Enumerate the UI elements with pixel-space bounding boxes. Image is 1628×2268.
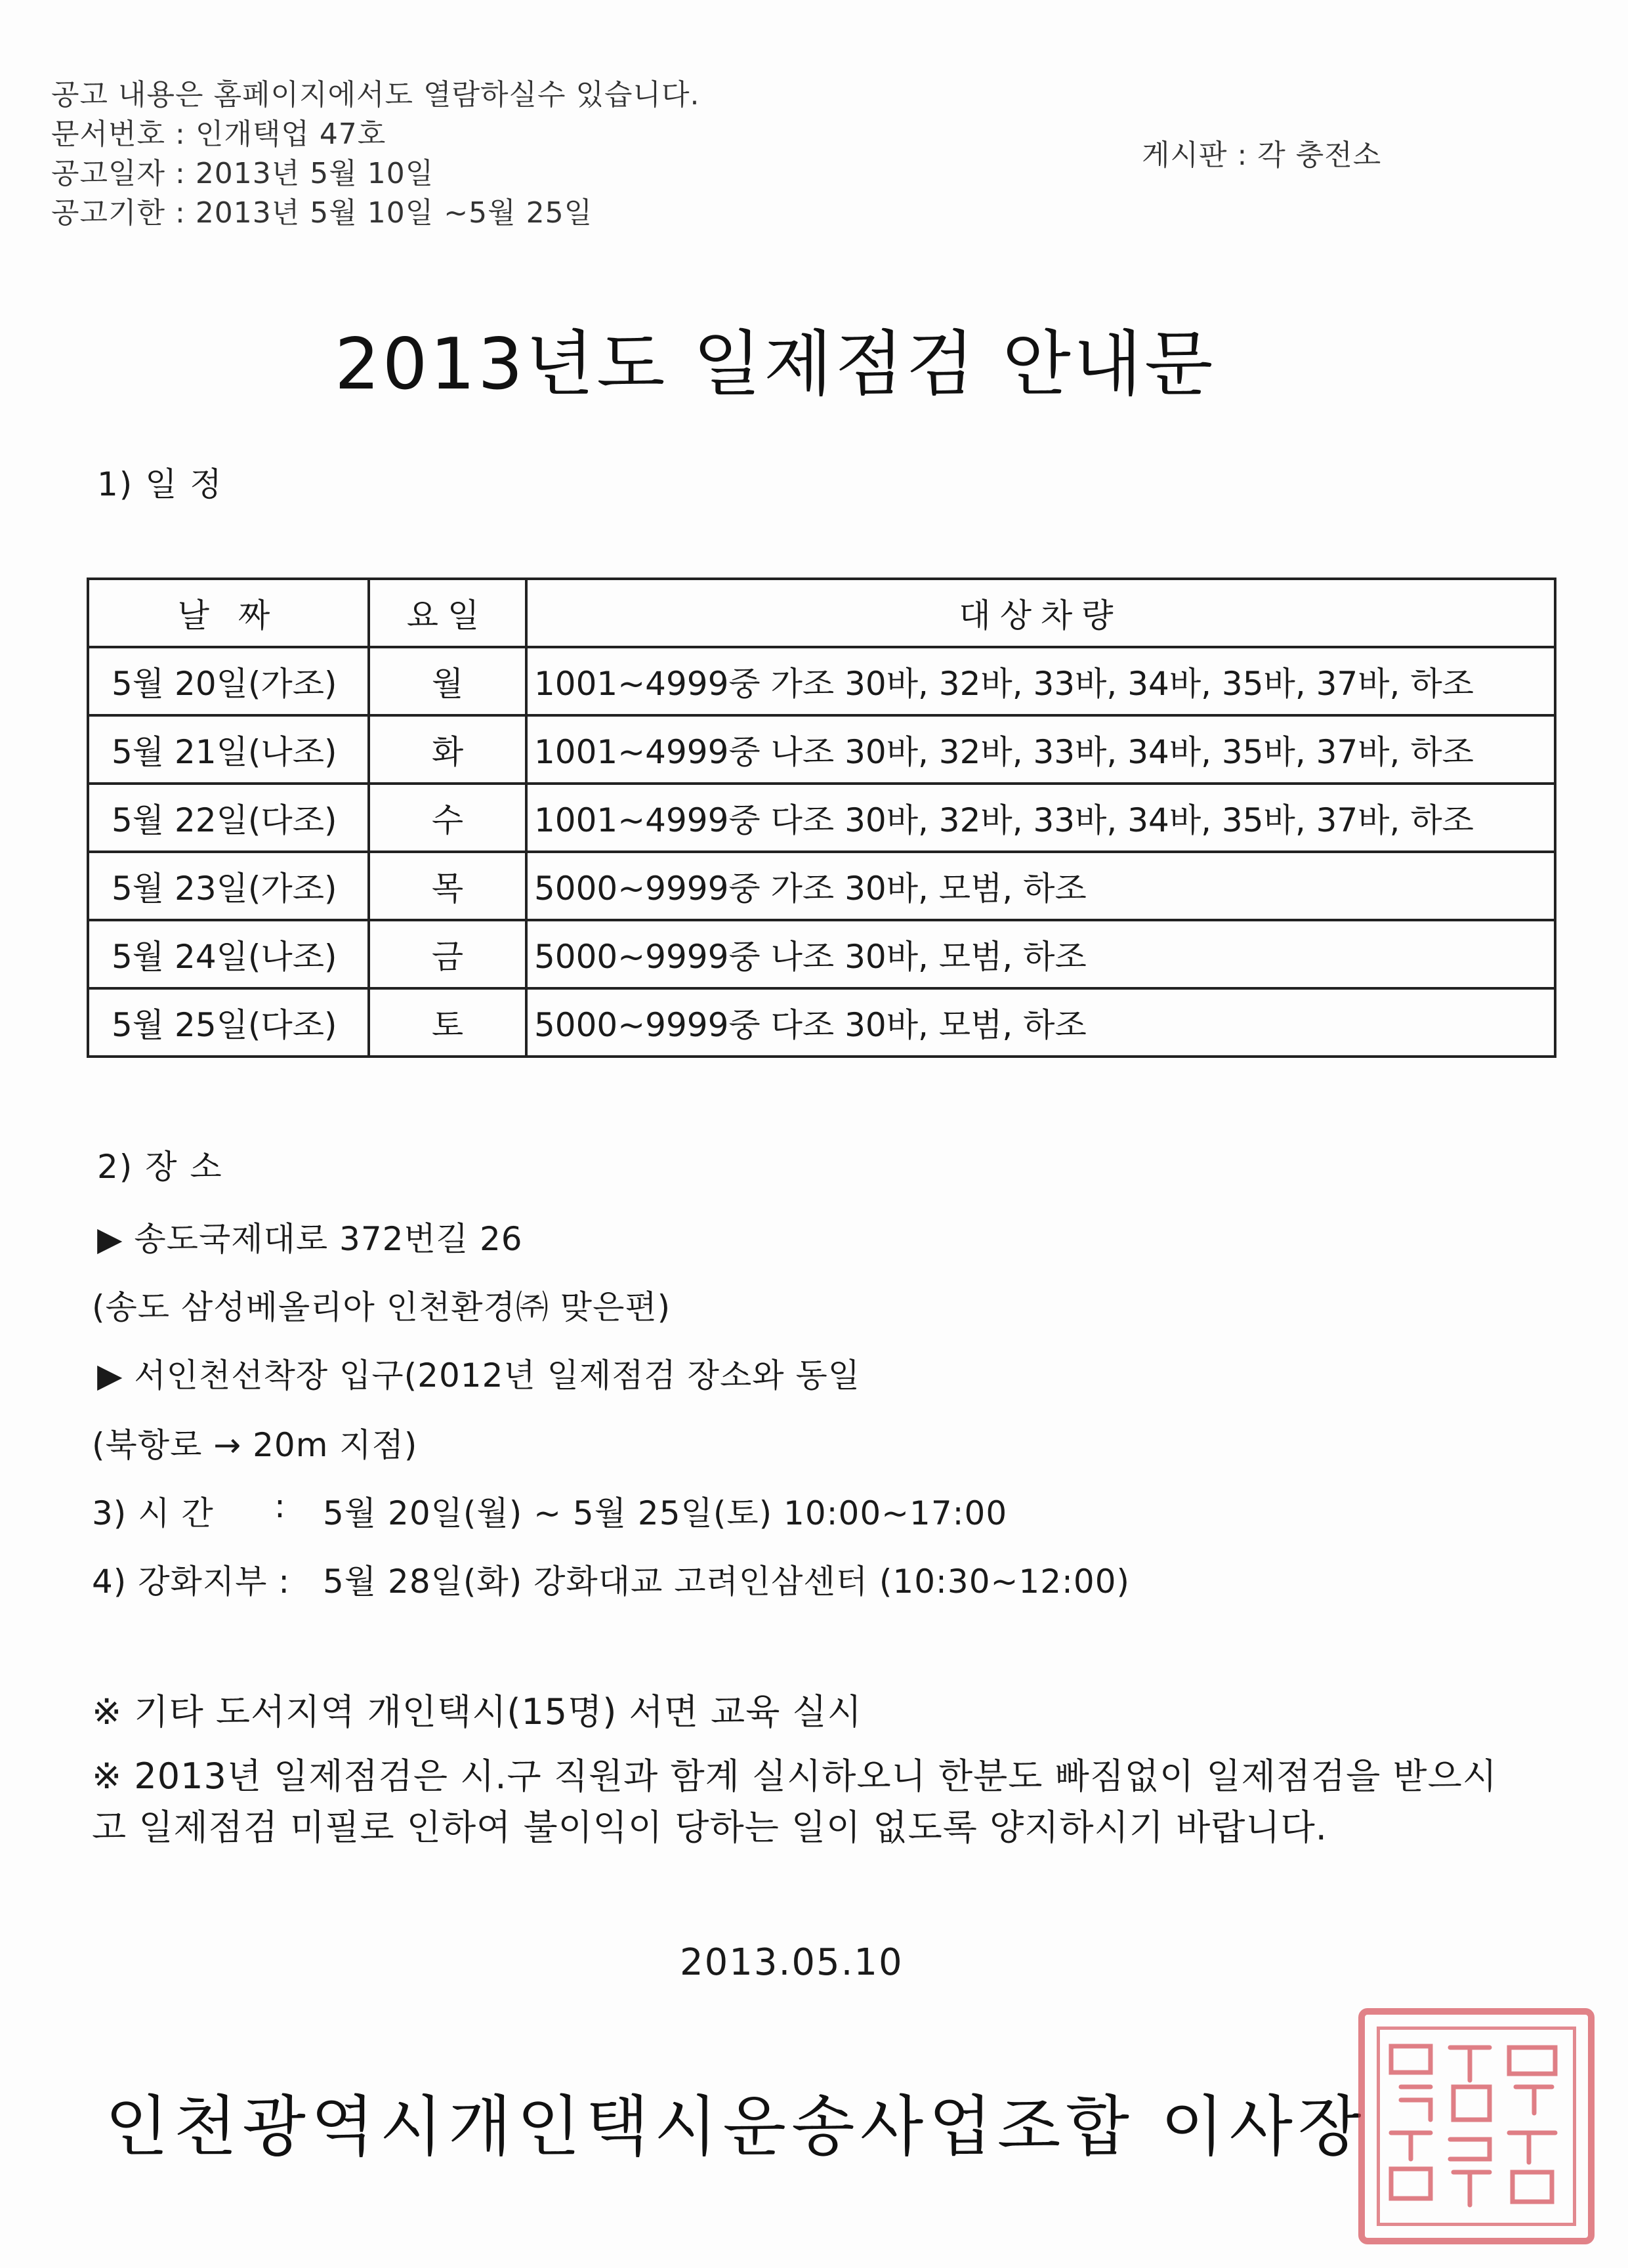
cell-date: 5월 21일(나조) — [88, 715, 369, 784]
place-item-1: ▶ 송도국제대로 372번길 26 — [97, 1220, 523, 1258]
cell-date: 5월 23일(가조) — [88, 852, 369, 920]
table-row — [88, 852, 1555, 920]
schedule-heading: 1) 일 정 — [97, 465, 223, 503]
cell-target: 1001~4999중 가조 30바, 32바, 33바, 34바, 35바, 37바, 하조 — [526, 647, 1555, 715]
cell-target: 5000~9999중 가조 30바, 모범, 하조 — [526, 852, 1555, 920]
cell-date: 5월 22일(다조) — [88, 784, 369, 852]
time-colon: : — [274, 1487, 286, 1525]
notice-date: 공고일자 : 2013년 5월 10일 — [51, 157, 434, 190]
column-header-day: 요일 — [369, 579, 526, 647]
note-2: ※ 2013년 일제점검은 시.구 직원과 함계 실시하오니 한분도 빠짐없이 일제점검을 받으시고 일제점검 미필로 인하여 불이익이 당하는 일이 없도록 양지하시기 바랍니다. — [92, 1755, 1497, 1848]
board-label: 게시판 : 각 충전소 — [1142, 138, 1382, 172]
time-value: 5월 20일(월) ~ 5월 25일(토) 10:00~17:00 — [323, 1494, 1008, 1532]
cell-date: 5월 24일(나조) — [88, 920, 369, 988]
cell-day: 월 — [369, 647, 526, 715]
column-header-date: 날 짜 — [88, 579, 369, 647]
place-item-2: ▶ 서인천선착장 입구(2012년 일제점검 장소와 동일 — [97, 1356, 861, 1395]
seal-pattern — [1365, 2015, 1588, 2238]
notice-line: 공고 내용은 홈페이지에서도 열람하실수 있습니다. — [51, 78, 700, 112]
cell-target: 5000~9999중 다조 30바, 모범, 하조 — [526, 988, 1555, 1057]
table-row — [88, 784, 1555, 852]
document-date: 2013.05.10 — [680, 1941, 904, 1984]
official-seal-stamp — [1358, 2008, 1595, 2244]
signature: 인천광역시개인택시운송사업조합 이사장 — [105, 2088, 1367, 2165]
time-label: 3) 시 간 — [92, 1494, 214, 1532]
place-item-1-detail: (송도 삼성베올리아 인천환경㈜ 맞은편) — [92, 1288, 671, 1326]
table-row — [88, 920, 1555, 988]
table-header-row — [88, 579, 1555, 647]
cell-day: 수 — [369, 784, 526, 852]
cell-target: 5000~9999중 나조 30바, 모범, 하조 — [526, 920, 1555, 988]
cell-target: 1001~4999중 다조 30바, 32바, 33바, 34바, 35바, 37바, 하조 — [526, 784, 1555, 852]
cell-day: 금 — [369, 920, 526, 988]
place-item-2-detail: (북항로 → 20m 지점) — [92, 1426, 418, 1464]
note-1: ※ 기타 도서지역 개인택시(15명) 서면 교육 실시 — [92, 1691, 862, 1732]
cell-date: 5월 20일(가조) — [88, 647, 369, 715]
cell-date: 5월 25일(다조) — [88, 988, 369, 1057]
schedule-table — [87, 578, 1556, 1058]
doc-number: 문서번호 : 인개택업 47호 — [51, 117, 386, 151]
cell-day: 목 — [369, 852, 526, 920]
ganghwa-label: 4) 강화지부 : — [92, 1563, 291, 1601]
table-row — [88, 647, 1555, 715]
notice-period: 공고기한 : 2013년 5월 10일 ~5월 25일 — [51, 196, 593, 230]
cell-day: 토 — [369, 988, 526, 1057]
table-row — [88, 715, 1555, 784]
place-heading: 2) 장 소 — [97, 1148, 223, 1186]
cell-day: 화 — [369, 715, 526, 784]
cell-target: 1001~4999중 나조 30바, 32바, 33바, 34바, 35바, 37바, 하조 — [526, 715, 1555, 784]
table-row — [88, 988, 1555, 1057]
page-title: 2013년도 일제점검 안내문 — [335, 324, 1216, 406]
ganghwa-value: 5월 28일(화) 강화대교 고려인삼센터 (10:30~12:00) — [323, 1563, 1131, 1601]
column-header-target: 대상차량 — [526, 579, 1555, 647]
